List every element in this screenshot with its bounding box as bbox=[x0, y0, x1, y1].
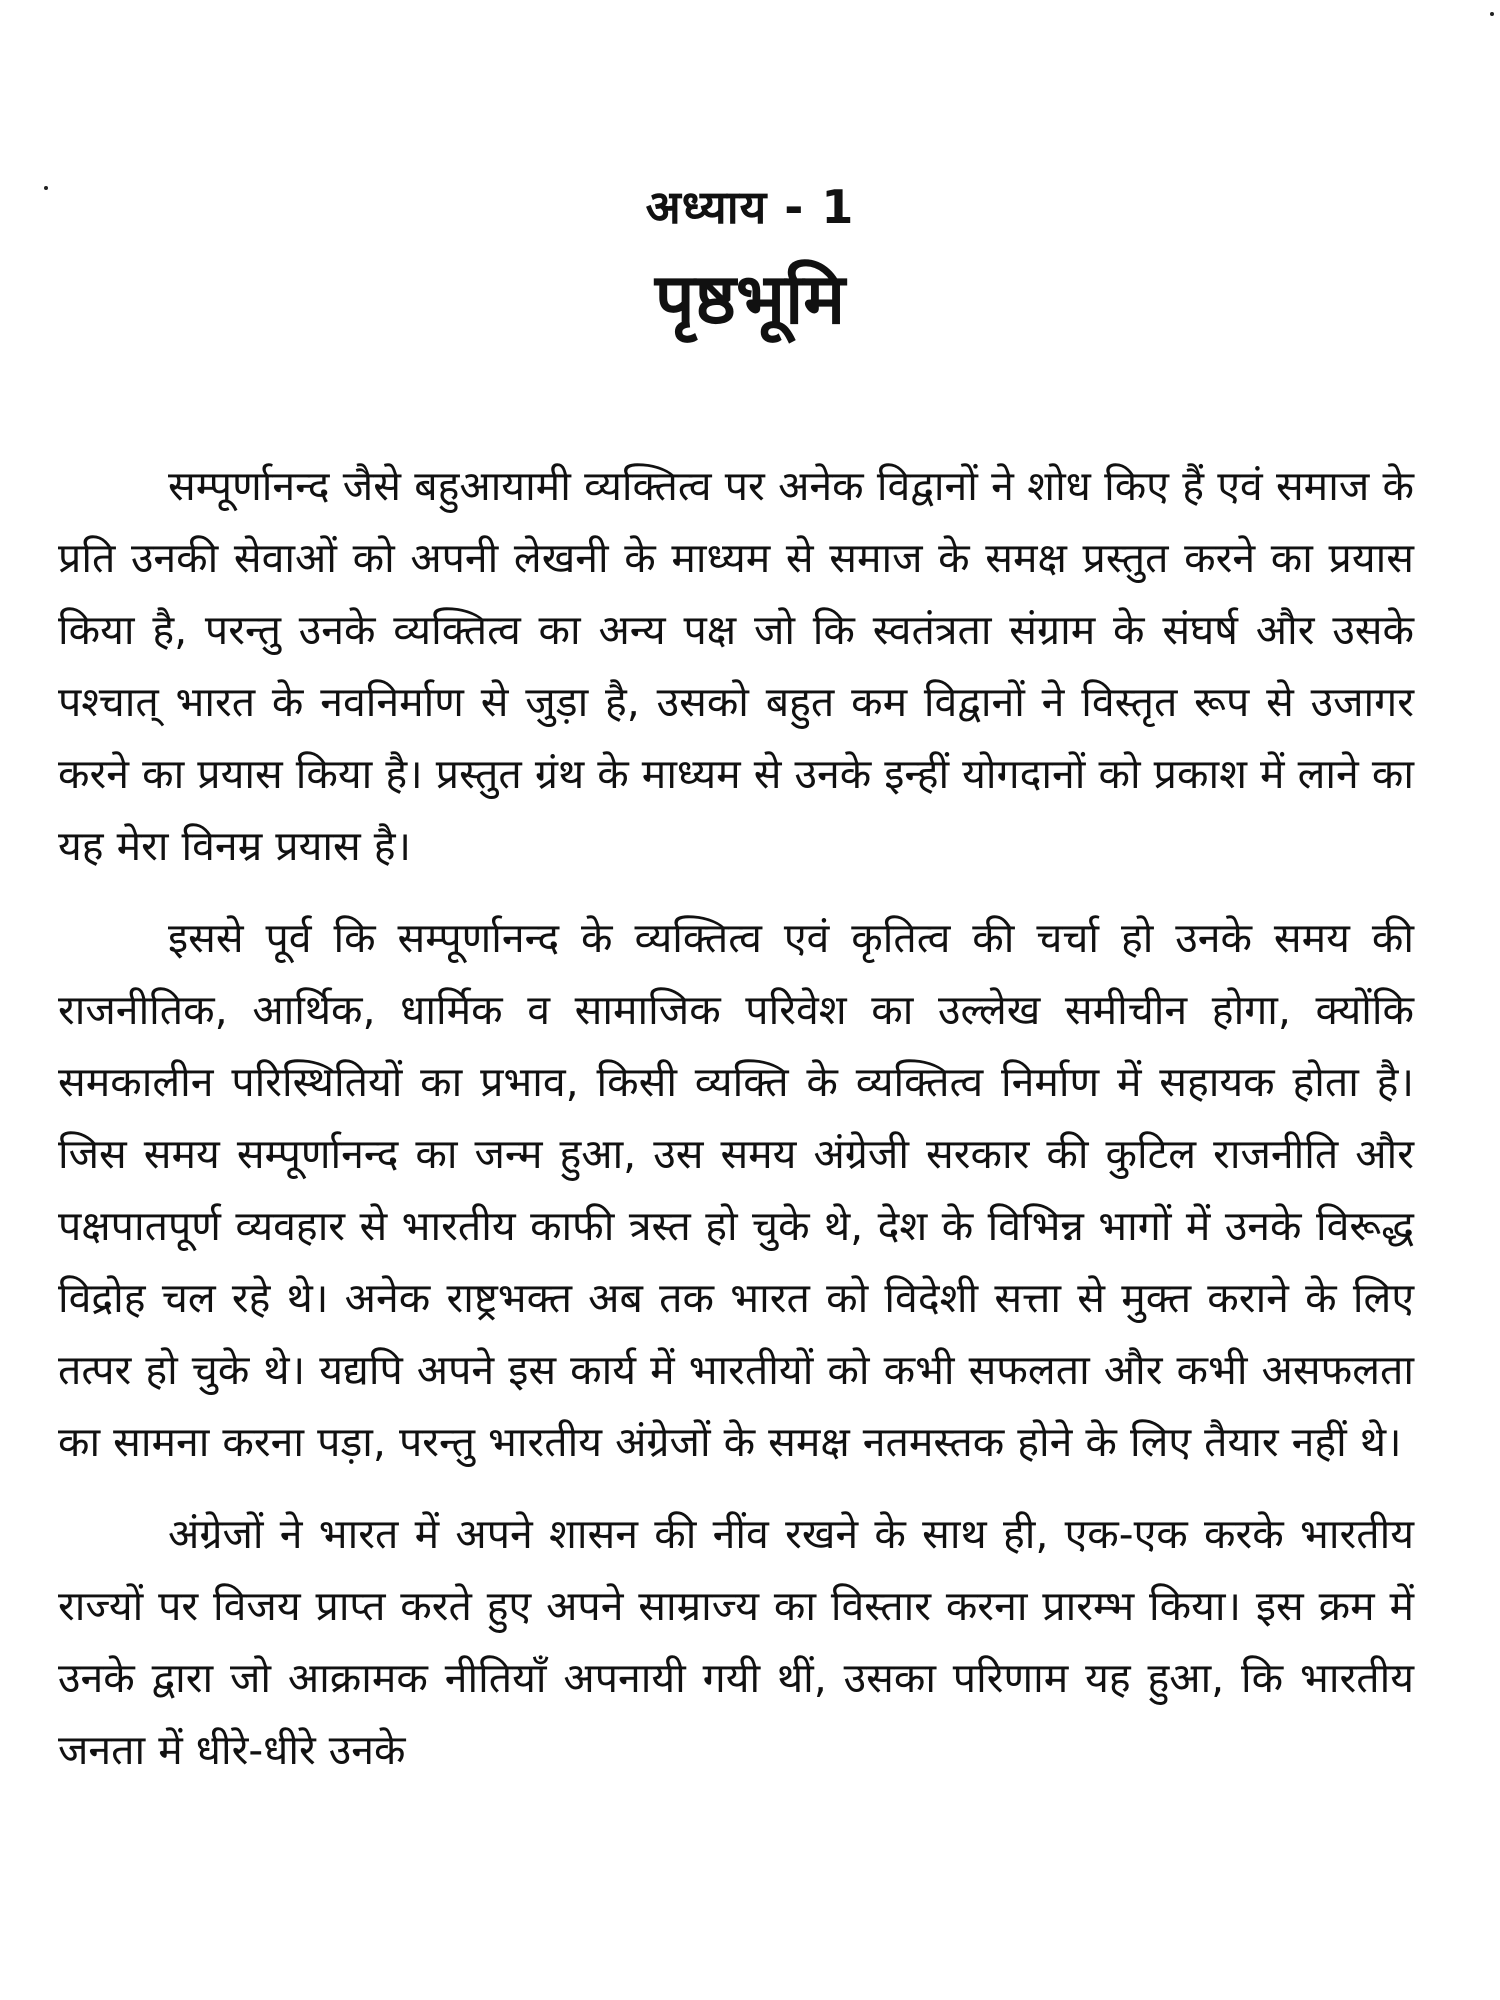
paragraph-1: सम्पूर्णानन्द जैसे बहुआयामी व्यक्तित्व पर अनेक विद्वानों ने शोध किए हैं एवं समाज के प्रति उनकी सेवाओं को अपनी लेखनी के माध्यम से समाज के समक्ष प्रस्तुत करने का प्रयास किया है, परन्तु उनके व्यक्तित्व का अन्य पक्ष जो कि स्वतंत्रता संग्राम के संघर्ष और उसके पश्चात् भारत के नवनिर्माण से जुड़ा है, उसको बहुत कम विद्वानों ने विस्तृत रूप से उजागर करने का प्रयास किया है। प्रस्तुत ग्रंथ के माध्यम से उनके इन्हीं योगदानों को प्रकाश में लाने का यह मेरा विनम्र प्रयास है। bbox=[58, 462, 1414, 870]
chapter-label: अध्याय - 1 bbox=[645, 180, 855, 234]
body-text bbox=[58, 450, 1414, 1806]
scan-speck bbox=[1490, 12, 1494, 16]
paragraph-3: अंग्रेजों ने भारत में अपने शासन की नींव रखने के साथ ही, एक-एक करके भारतीय राज्यों पर विजय प्राप्त करते हुए अपने साम्राज्य का विस्तार करना प्रारम्भ किया। इस क्रम में उनके द्वारा जो आक्रामक नीतियाँ अपनायी गयी थीं, उसका परिणाम यह हुआ, कि भारतीय जनता में धीरे-धीरे उनके bbox=[58, 1510, 1414, 1774]
chapter-title: पृष्ठभूमि bbox=[654, 258, 846, 340]
paragraph-2: इससे पूर्व कि सम्पूर्णानन्द के व्यक्तित्व एवं कृतित्व की चर्चा हो उनके समय की राजनीतिक, आर्थिक, धार्मिक व सामाजिक परिवेश का उल्लेख समीचीन होगा, क्योंकि समकालीन परिस्थितियों का प्रभाव, किसी व्यक्ति के व्यक्तित्व निर्माण में सहायक होता है। जिस समय सम्पूर्णानन्द का जन्म हुआ, उस समय अंग्रेजी सरकार की कुटिल राजनीति और पक्षपातपूर्ण व्यवहार से भारतीय काफी त्रस्त हो चुके थे, देश के विभिन्न भागों में उनके विरूद्ध विद्रोह चल रहे थे। अनेक राष्ट्रभक्त अब तक भारत को विदेशी सत्ता से मुक्त कराने के लिए तत्पर हो चुके थे। यद्यपि अपने इस कार्य में भारतीयों को कभी सफलता और कभी असफलता का सामना करना पड़ा, परन्तु भारतीय अंग्रेजों के समक्ष नतमस्तक होने के लिए तैयार नहीं थे। bbox=[58, 914, 1414, 1466]
